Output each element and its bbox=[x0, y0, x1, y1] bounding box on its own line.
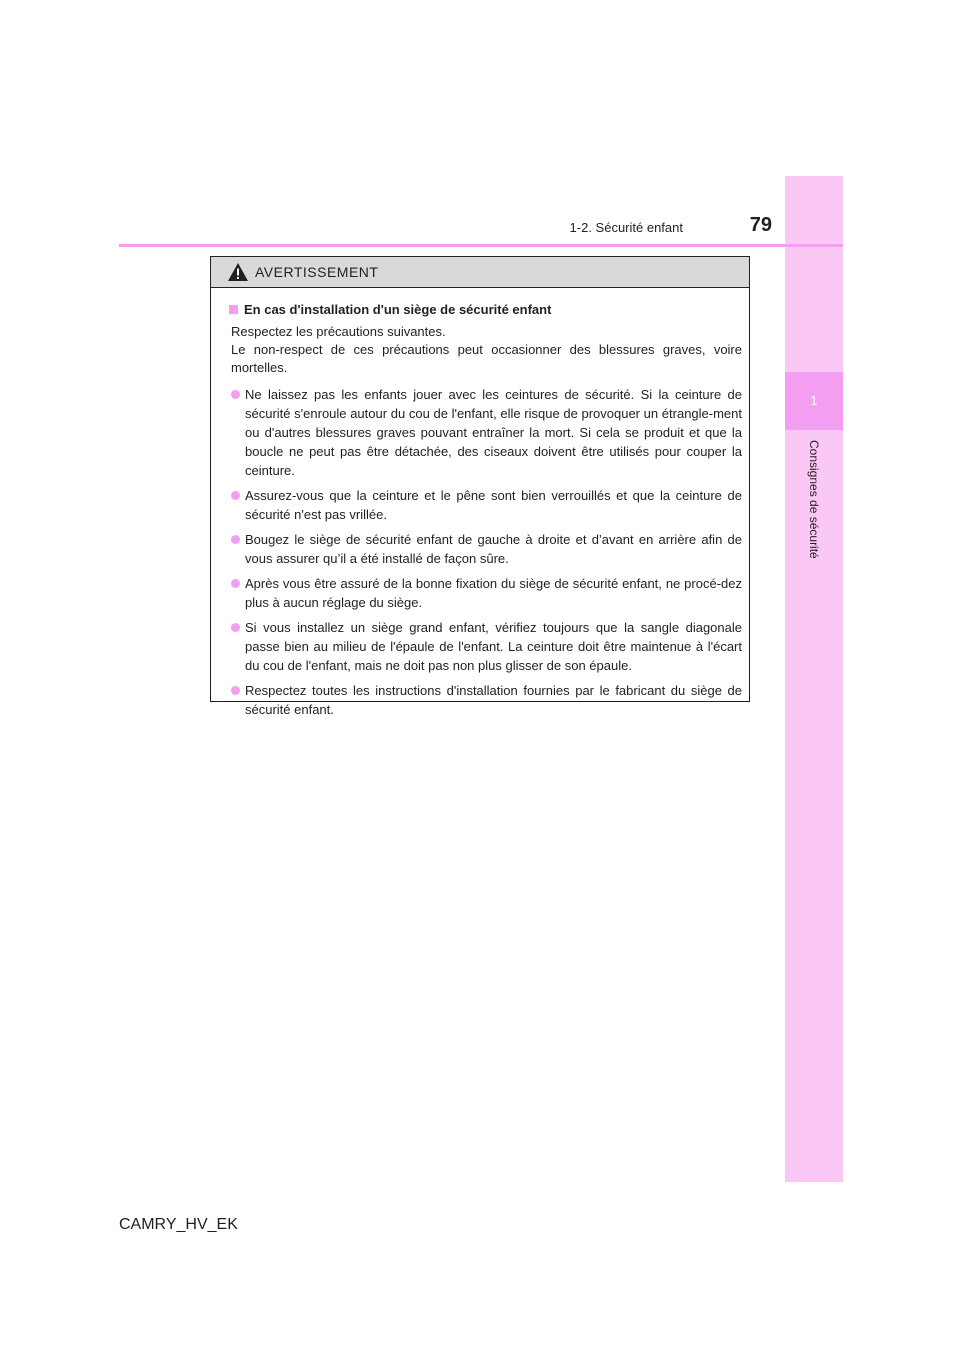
list-item-text: Respectez toutes les instructions d'installation fournies par le fabricant du siège de sécurité enfant. bbox=[245, 683, 742, 717]
list-item-text: Ne laissez pas les enfants jouer avec les ceintures de sécurité. Si la ceinture de sécurité s'enroule autour du cou de l'enfant, elle risque de provoquer un étrangle-ment ou d'autres blessures graves pouvant entraîner la mort. Si cela se produit et que la boucle ne peut pas être détachée, des ciseaux doivent être utilisés pour couper la ceinture. bbox=[245, 387, 742, 478]
bullet-dot-icon bbox=[231, 579, 240, 588]
header-divider bbox=[119, 244, 843, 247]
list-item bbox=[231, 618, 742, 675]
list-item-text: Assurez-vous que la ceinture et le pêne sont bien verrouillés et que la ceinture de sécurité n'est pas vrillée. bbox=[245, 488, 742, 522]
warning-body bbox=[211, 288, 749, 719]
bullet-dot-icon bbox=[231, 491, 240, 500]
bullet-dot-icon bbox=[231, 390, 240, 399]
list-item bbox=[231, 486, 742, 524]
precaution-list bbox=[229, 385, 742, 719]
list-item bbox=[231, 530, 742, 568]
list-item bbox=[231, 574, 742, 612]
list-item-text: Bougez le siège de sécurité enfant de gauche à droite et d’avant en arrière afin de vous assurer qu’il a été installé de façon sûre. bbox=[245, 532, 742, 566]
page-number: 79 bbox=[749, 214, 772, 236]
list-item bbox=[231, 385, 742, 480]
bullet-dot-icon bbox=[231, 623, 240, 632]
section-title: 1-2. Sécurité enfant bbox=[569, 220, 683, 235]
intro-line: Le non-respect de ces précautions peut occasionner des blessures graves, voire mortelles. bbox=[231, 342, 742, 375]
intro-line: Respectez les précautions suivantes. bbox=[231, 324, 446, 339]
bullet-dot-icon bbox=[231, 686, 240, 695]
chapter-number-tab: 1 bbox=[785, 372, 843, 430]
chapter-side-tab bbox=[785, 176, 843, 1182]
warning-intro bbox=[231, 323, 742, 377]
model-code: CAMRY_HV_EK bbox=[119, 1216, 238, 1233]
list-item bbox=[231, 681, 742, 719]
warning-title: AVERTISSEMENT bbox=[255, 264, 379, 280]
list-item-text: Si vous installez un siège grand enfant, vérifiez toujours que la sangle diagonale passe bien au milieu de l'épaule de l'enfant. La ceinture doit être maintenue à l'écart du cou de l'enfant, mais ne doit pas non plus glisser de son épaule. bbox=[245, 620, 742, 673]
warning-box bbox=[210, 256, 750, 717]
bullet-dot-icon bbox=[231, 535, 240, 544]
warning-triangle-icon bbox=[227, 262, 249, 282]
square-bullet-icon bbox=[229, 305, 238, 314]
list-item-text: Après vous être assuré de la bonne fixation du siège de sécurité enfant, ne procé-dez plus à aucun réglage du siège. bbox=[245, 576, 742, 610]
warning-heading-text: En cas d'installation d'un siège de sécurité enfant bbox=[244, 302, 552, 317]
warning-heading bbox=[229, 300, 742, 319]
chapter-title: Consignes de sécurité bbox=[807, 440, 821, 559]
warning-header bbox=[211, 257, 749, 288]
